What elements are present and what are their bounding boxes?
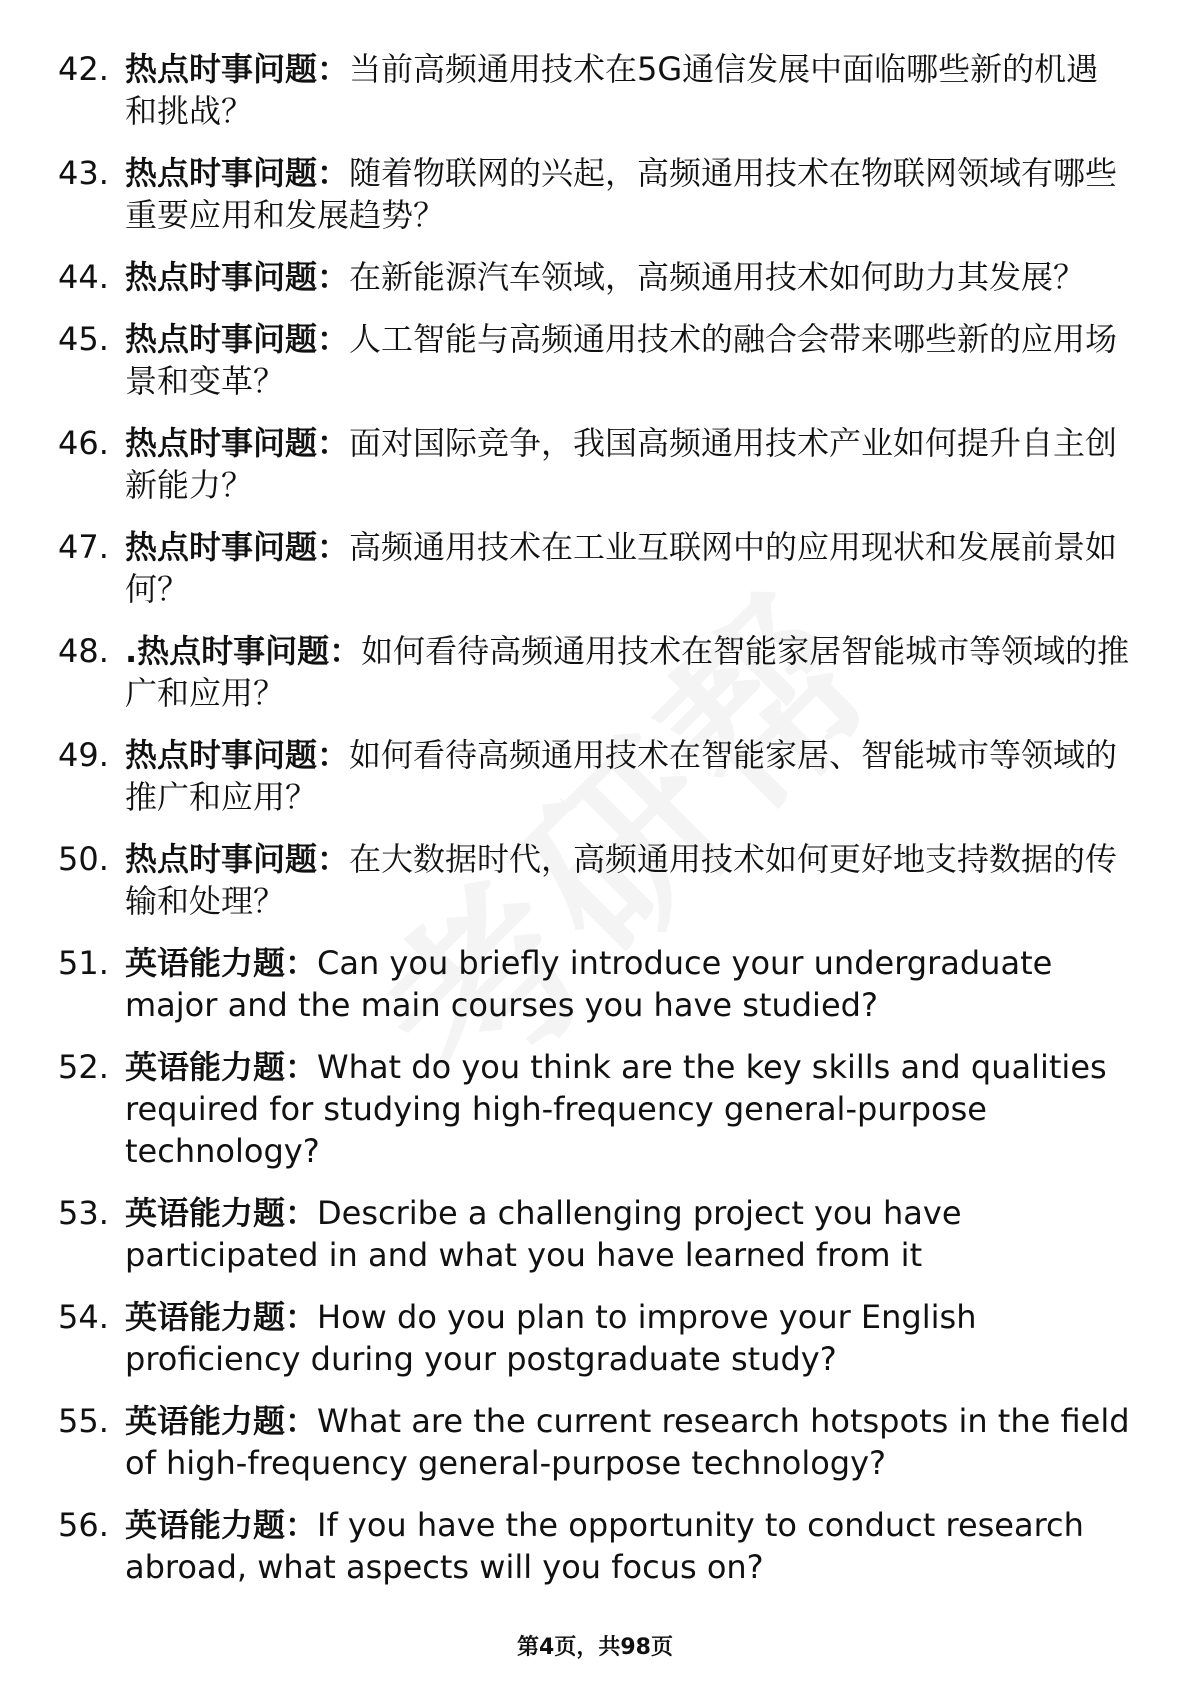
question-number: 51. [58, 944, 109, 982]
question-category: 英语能力题： [125, 944, 318, 982]
page-footer: 第4页，共98页 [517, 1635, 673, 1660]
question-text: 面对国际竞争，我国高频通用技术产业如何提升自主创新能力？ [125, 424, 1118, 504]
question-category: 热点时事问题： [125, 258, 350, 296]
question-item [0, 152, 1190, 236]
question-number: 55. [58, 1402, 109, 1440]
question-item [0, 1046, 1190, 1172]
question-category: 英语能力题： [125, 1298, 318, 1336]
question-number: 47. [58, 528, 109, 566]
question-category: 英语能力题： [125, 1194, 318, 1232]
question-category: 英语能力题： [125, 1048, 318, 1086]
question-list [0, 48, 1190, 1608]
question-text: Can you briefly introduce your undergraduate major and the main courses you have studied? [125, 944, 1053, 1024]
question-item [0, 526, 1190, 610]
question-category: 英语能力题： [125, 1402, 318, 1440]
question-number: 54. [58, 1298, 109, 1336]
question-item [0, 942, 1190, 1026]
question-category: 热点时事问题： [125, 154, 350, 192]
question-number: 56. [58, 1506, 109, 1544]
question-text: Describe a challenging project you have participated in and what you have learned from it [125, 1194, 962, 1274]
question-text: 人工智能与高频通用技术的融合会带来哪些新的应用场景和变革？ [125, 320, 1118, 400]
question-text: What do you think are the key skills and qualities required for studying high-frequency general-purpose technology? [125, 1048, 1107, 1170]
question-text: 在大数据时代，高频通用技术如何更好地支持数据的传输和处理？ [125, 840, 1118, 920]
question-item [0, 1296, 1190, 1380]
question-number: 48. [58, 632, 109, 670]
question-category: 热点时事问题： [125, 736, 350, 774]
question-number: 50. [58, 840, 109, 878]
question-category: .热点时事问题： [125, 632, 362, 670]
question-category: 热点时事问题： [125, 424, 350, 462]
question-text: 高频通用技术在工业互联网中的应用现状和发展前景如何？ [125, 528, 1118, 608]
question-item [0, 318, 1190, 402]
question-text: 如何看待高频通用技术在智能家居、智能城市等领域的推广和应用？ [125, 736, 1118, 816]
question-item [0, 422, 1190, 506]
question-item [0, 1400, 1190, 1484]
question-number: 52. [58, 1048, 109, 1086]
question-category: 热点时事问题： [125, 528, 350, 566]
question-number: 43. [58, 154, 109, 192]
question-number: 45. [58, 320, 109, 358]
question-category: 英语能力题： [125, 1506, 318, 1544]
question-category: 热点时事问题： [125, 320, 350, 358]
question-text: How do you plan to improve your English proficiency during your postgraduate study? [125, 1298, 977, 1378]
question-category: 热点时事问题： [125, 50, 350, 88]
question-item [0, 1504, 1190, 1588]
question-item [0, 734, 1190, 818]
question-item [0, 256, 1190, 298]
question-number: 49. [58, 736, 109, 774]
question-item [0, 48, 1190, 132]
question-number: 53. [58, 1194, 109, 1232]
question-text: If you have the opportunity to conduct research abroad, what aspects will you focus on? [125, 1506, 1084, 1586]
question-text: 随着物联网的兴起，高频通用技术在物联网领域有哪些重要应用和发展趋势？ [125, 154, 1118, 234]
question-category: 热点时事问题： [125, 840, 350, 878]
question-number: 42. [58, 50, 109, 88]
question-item [0, 630, 1190, 714]
question-number: 44. [58, 258, 109, 296]
question-text: 在新能源汽车领域，高频通用技术如何助力其发展？ [349, 258, 1086, 296]
question-text: What are the current research hotspots in the field of high-frequency general-purpose technology? [125, 1402, 1130, 1482]
question-item [0, 1192, 1190, 1276]
question-text: 当前高频通用技术在5G通信发展中面临哪些新的机遇和挑战？ [125, 50, 1099, 130]
question-item [0, 838, 1190, 922]
question-text: 如何看待高频通用技术在智能家居智能城市等领域的推广和应用？ [125, 632, 1130, 712]
question-number: 46. [58, 424, 109, 462]
